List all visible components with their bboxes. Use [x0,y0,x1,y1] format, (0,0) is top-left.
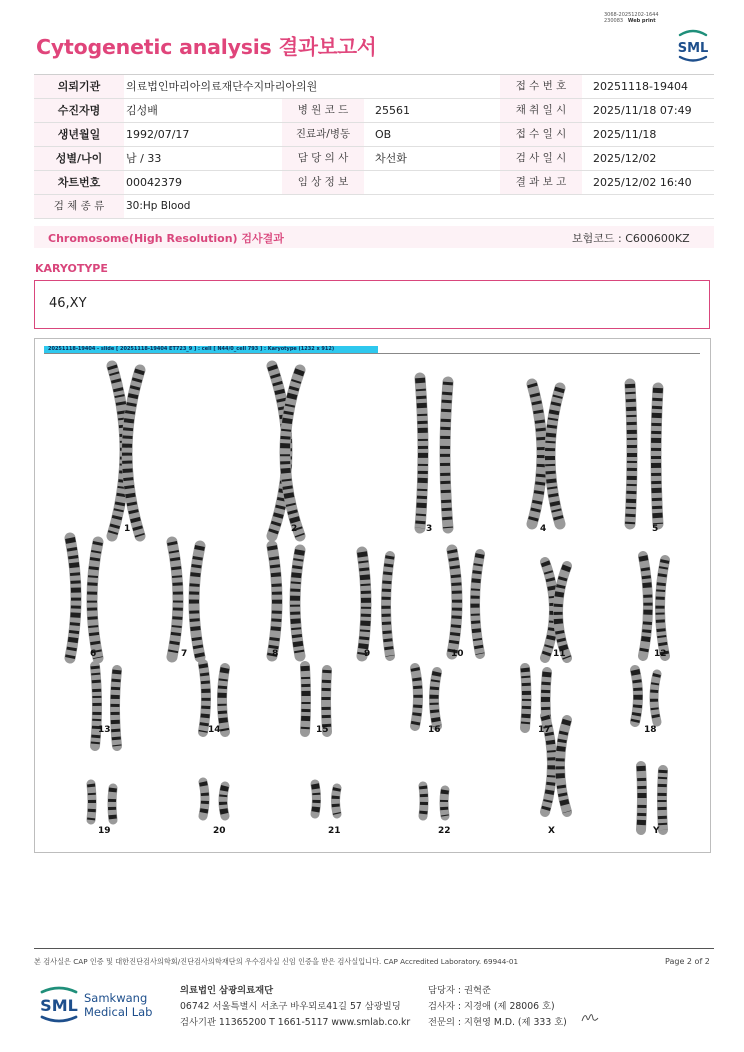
logo-top-text: SML [677,41,709,56]
chromosome-19-a [91,784,92,820]
chromosome-5-a [630,384,632,524]
chromosome-label-6: 6 [90,649,97,659]
department-label: 진료과/병동 [282,123,364,146]
chromosome-13-b [115,670,117,746]
karyotype-heading: KARYOTYPE [35,262,108,275]
physician-label: 담 당 의 사 [282,147,364,170]
chromosome-22-a [423,786,424,816]
chromosome-4-a [532,384,542,524]
chromosome-18-b [654,674,657,722]
chromosome-label-14: 14 [208,725,221,735]
chromosome-label-15: 15 [316,725,329,735]
chromosome-label-8: 8 [272,649,279,659]
hospital-code-label: 병 원 코 드 [282,99,364,122]
chromosome-label-2: 2 [291,524,298,534]
chromosome-21-b [336,788,338,814]
patient-name-value: 김성배 [126,104,158,117]
samkwang-logo-icon [38,982,168,1026]
chromosome-8-a [272,546,277,656]
report-title: Cytogenetic analysis 결과보고서 [36,35,377,59]
chart-no-value: 00042379 [126,176,182,189]
chromosome-Y-a [641,766,642,830]
chromosome-3-b [445,382,448,528]
sml-logo-icon [672,26,714,66]
chromosome-10-a [452,550,457,654]
chromosome-6-b [92,542,98,658]
specimen-value: 30:Hp Blood [126,200,191,212]
staff-tester: 검사자 : 지경애 (제 28006 호) [428,1001,555,1012]
reception-no-label: 접 수 번 호 [500,75,582,98]
chromosome-1-b [127,370,140,536]
chromosome-20-b [223,786,225,816]
chromosome-17-a [525,668,527,728]
sex-age-value: 남 / 33 [126,152,162,165]
chromosome-X-b [560,720,567,812]
chromosome-11-b [558,566,567,658]
chromosome-label-16: 16 [428,725,441,735]
chart-no-label: 차트번호 [34,171,124,194]
chromosome-label-20: 20 [213,826,226,836]
chromosome-22-b [444,790,445,816]
info-row-6 [34,195,714,219]
birth-date-value: 1992/07/17 [126,128,190,141]
patient-name-label: 수진자명 [34,99,124,122]
test-date-label: 검 사 일 시 [500,147,582,170]
karyotype-result-box [34,280,710,329]
reception-no-value: 20251118-19404 [593,80,688,93]
department-value: OB [375,128,392,141]
chromosome-15-b [326,670,327,732]
chromosome-10-b [475,554,480,654]
chromosome-label-21: 21 [328,826,341,836]
chromosome-label-7: 7 [181,649,188,659]
logo-bottom-line1: Samkwang [84,991,148,1005]
collection-time-label: 채 취 일 시 [500,99,582,122]
karyogram-caption: 20251118-19404 - slide [ 20251118-19404 ET723_9 ] : cell [ N44/0_cell 793 ] : Karyotype (1232 x 912) [44,346,378,353]
chromosome-label-22: 22 [438,826,451,836]
web-print-tag: Web print [627,18,656,24]
chromosome-16-b [434,672,437,726]
reception-date-value: 2025/11/18 [593,128,657,141]
signature-icon [580,1010,600,1024]
requesting-org-label: 의뢰기관 [34,75,124,98]
report-time-label: 결 과 보 고 [500,171,582,194]
insurance-code: 보험코드 : C600600KZ [572,232,690,245]
karyogram-image [36,356,706,848]
patient-info-table [34,74,714,219]
clinical-info-label: 임 상 정 보 [282,171,364,194]
info-row-4 [34,147,714,171]
chromosome-11-a [545,562,554,658]
chromosome-14-b [222,668,225,732]
chromosome-label-Y: Y [653,826,660,836]
org-address: 06742 서울특별시 서초구 바우뫼로41길 57 삼광빌딩 [180,1001,401,1012]
chromosome-label-9: 9 [364,649,371,659]
report-time-value: 2025/12/02 16:40 [593,176,692,189]
logo-bottom-line2: Medical Lab [84,1005,153,1019]
chromosome-5-b [656,388,658,524]
footer-divider [34,948,714,949]
chromosome-9-b [386,556,390,656]
karyogram-divider [44,353,700,354]
collection-time-value: 2025/11/18 07:49 [593,104,692,117]
chromosome-15-a [305,666,306,732]
chromosome-14-a [203,664,206,732]
requesting-org-value: 의료법인마리아의료재단수지마리아의원 [126,80,318,93]
chromosome-20-a [203,782,205,816]
physician-value: 차선화 [375,152,407,165]
org-name: 의료법인 삼광의료재단 [180,985,274,996]
test-date-value: 2025/12/02 [593,152,657,165]
chromosome-19-b [112,788,113,820]
hospital-code-value: 25561 [375,104,410,117]
chromosome-13-a [95,666,97,746]
staff-in-charge: 담당자 : 권혁준 [428,985,491,996]
chromosome-7-a [172,542,178,657]
chromosome-12-b [660,560,665,656]
chromosome-label-18: 18 [644,725,657,735]
logo-bottom-text: SML [40,996,78,1015]
specimen-label: 검 체 종 류 [34,195,124,218]
chromosome-12-a [643,556,648,656]
chromosome-8-b [295,550,300,656]
document-code [604,12,659,24]
chromosome-label-10: 10 [451,649,464,659]
org-contact: 검사기관 11365200 T 1661-5117 www.smlab.co.kr [180,1017,411,1028]
chromosome-label-5: 5 [652,524,659,534]
chromosome-label-17: 17 [538,725,551,735]
chromosome-7-b [194,546,200,657]
chromosome-label-1: 1 [124,524,131,534]
staff-specialist: 전문의 : 지현영 M.D. (제 333 호) [428,1017,567,1028]
sex-age-label: 성별/나이 [34,147,124,170]
chromosome-21-a [315,784,317,814]
clinical-info-value [365,171,375,194]
reception-date-label: 접 수 일 시 [500,123,582,146]
document-code-line1: 3068-20251202-1644 [604,12,659,18]
chromosome-18-a [635,670,638,722]
document-code-line2: 230083 [604,18,624,24]
info-row-1 [34,75,714,99]
chromosome-16-a [415,668,418,726]
chromosome-label-13: 13 [98,725,111,735]
accreditation-note: 본 검사실은 CAP 인증 및 대한진단검사의학회/진단검사의학재단의 우수검사실 신임 인증을 받은 검사실입니다. CAP Accredited Laboratory. 69944-01 [34,957,519,966]
birth-date-label: 생년월일 [34,123,124,146]
page-number: Page 2 of 2 [665,957,710,966]
chromosome-9-a [362,552,366,656]
chromosome-label-12: 12 [654,649,667,659]
karyotype-result: 46,XY [49,296,87,311]
info-row-5 [34,171,714,195]
chromosome-label-4: 4 [540,524,547,534]
chromosome-label-19: 19 [98,826,111,836]
chromosome-3-a [420,378,423,528]
chromosome-label-11: 11 [553,649,566,659]
chromosome-label-3: 3 [426,524,433,534]
chromosome-Y-b [662,770,663,830]
info-row-2 [34,99,714,123]
result-section-title: Chromosome(High Resolution) 검사결과 [48,232,284,245]
chromosome-label-X: X [548,826,555,836]
info-row-3 [34,123,714,147]
chromosome-4-b [550,388,560,524]
chromosome-6-a [70,538,76,658]
